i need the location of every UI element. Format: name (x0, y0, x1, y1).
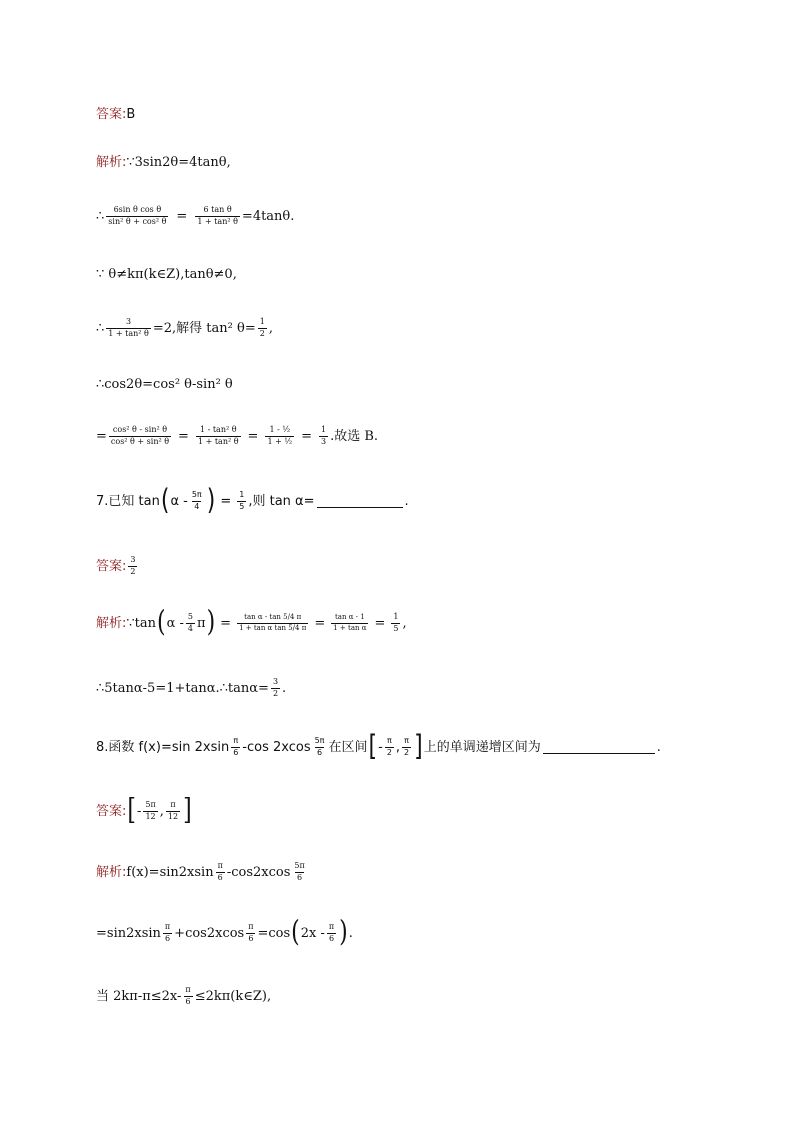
therefore-symbol: ∴ (96, 320, 105, 336)
text: . (348, 925, 353, 941)
analysis-line-6 (96, 426, 378, 447)
text: , (159, 803, 164, 819)
question-7 (96, 484, 409, 517)
answer-blank[interactable] (317, 495, 403, 508)
therefore-symbol: ∴ (96, 208, 105, 224)
equals: = (374, 615, 386, 631)
analysis-line-7a (96, 606, 407, 639)
paren-close: ) (206, 606, 216, 639)
text: ∵ θ≠kπ(k∈Z),tanθ≠0, (96, 267, 237, 282)
fraction: $\frac{\text{6 tan θ}}{\text{1 + tan² θ}}$ (197, 205, 238, 226)
paren-close: ) (206, 484, 216, 517)
fraction: $\frac{5\pi}{6}$ (294, 861, 305, 882)
analysis-line-7b (96, 678, 286, 699)
bracket-open: [ (368, 730, 378, 763)
text: ≤2kπ(k∈Z), (194, 988, 272, 1004)
analysis-line-8b (96, 916, 353, 949)
fraction: $\frac{\pi}{6}$ (164, 921, 171, 943)
fraction: $\frac{\pi}{6}$ (248, 921, 254, 943)
fraction: $\frac{1}{3}$ (321, 425, 327, 446)
analysis-label: 解析: (96, 615, 127, 631)
text: π (197, 615, 206, 631)
answer-value: B (126, 107, 136, 122)
fraction: $\frac{\pi}{2}$ (404, 735, 410, 757)
analysis-line-1 (96, 156, 231, 169)
text: .故选 B. (330, 428, 379, 444)
analysis-line-5 (96, 378, 233, 391)
paren-close: ) (339, 916, 348, 949)
text: - (136, 803, 142, 819)
fraction: $\frac{\pi}{6}$ (185, 985, 191, 1006)
equals: = (178, 428, 189, 444)
fraction: $\frac{3}{2}$ (130, 555, 136, 576)
question-text: 在区间 (328, 739, 368, 755)
fraction: $\frac{5\pi}{6}$ (314, 735, 325, 757)
text: =cos (257, 925, 291, 941)
question-text: ,则 tan α= (248, 493, 315, 509)
fraction: $\frac{\text{tan α - tan 5/4 π}}{\text{1 + tan α tan 5/4 π}}$ (239, 612, 307, 632)
text: . (404, 493, 409, 509)
answer-line-7 (96, 556, 139, 577)
fraction: $\frac{5}{4}$ (187, 611, 194, 633)
fraction: $\frac{\text{6sin θ cos θ}}{\text{sin² θ + cos² θ}}$ (108, 205, 167, 226)
text: =2,解得 tan² θ= (152, 320, 256, 336)
text: , (268, 320, 273, 336)
fraction: $\frac{5\pi}{12}$ (145, 799, 156, 821)
equals: = (220, 615, 232, 631)
fraction: $\frac{\text{1 - ½}}{\text{1 + ½}}$ (267, 425, 293, 446)
text: , (402, 615, 407, 631)
text: -cos2xcos (226, 864, 291, 880)
analysis-label: 解析: (96, 864, 127, 880)
answer-label: 答案: (96, 107, 127, 122)
analysis-text: ∵3sin2θ=4tanθ, (126, 155, 231, 170)
question-text: 8.函数 f(x)=sin 2xsin (96, 739, 230, 755)
text: +cos2xcos (174, 925, 245, 941)
equals: = (176, 208, 188, 224)
text: ∴cos2θ=cos² θ-sin² θ (96, 377, 233, 392)
text: α - (166, 615, 184, 631)
text: f(x)=sin2xsin (126, 864, 214, 880)
text: . (282, 680, 287, 696)
equals: = (96, 428, 107, 444)
answer-label: 答案: (96, 558, 127, 574)
fraction: $\frac{\text{tan α - 1}}{\text{1 + tan α}}$ (333, 612, 367, 632)
fraction: $\frac{\pi}{12}$ (167, 799, 179, 821)
fraction: $\frac{1}{2}$ (259, 317, 265, 338)
analysis-line-2 (96, 206, 294, 227)
fraction: $\frac{\text{cos² θ - sin² θ}}{\text{cos² θ + sin² θ}}$ (110, 425, 170, 446)
question-text: -cos 2xcos (242, 739, 311, 755)
fraction: $\frac{\pi}{2}$ (386, 735, 392, 757)
analysis-line-4 (96, 318, 273, 339)
paren-open: ( (157, 606, 166, 639)
text: - (378, 739, 383, 755)
text: . (656, 739, 661, 755)
fraction: $\frac{1}{5}$ (239, 489, 245, 511)
text: ∵tan (126, 615, 157, 631)
analysis-line-8c (96, 986, 271, 1007)
paren-open: ( (160, 484, 170, 517)
answer-blank[interactable] (543, 741, 655, 754)
analysis-label: 解析: (96, 155, 127, 170)
question-8 (96, 730, 661, 763)
bracket-close: ] (183, 794, 192, 827)
text: ∴5tanα-5=1+tanα.∴tanα= (96, 680, 269, 696)
text: 当 2kπ-π≤2x- (96, 988, 182, 1004)
analysis-line-8a (96, 862, 309, 883)
bracket-open: [ (127, 794, 136, 827)
text: 2x - (300, 925, 325, 941)
bracket-close: ] (414, 730, 423, 763)
paren-open: ( (291, 916, 300, 949)
answer-line-8 (96, 794, 193, 827)
fraction: $\frac{3}{2}$ (272, 677, 279, 698)
answer-line-6 (96, 108, 135, 121)
text: =sin2xsin (96, 925, 161, 941)
fraction: $\frac{\pi}{6}$ (328, 921, 335, 943)
answer-label: 答案: (96, 803, 127, 819)
text: , (395, 739, 401, 755)
equals: = (301, 428, 312, 444)
text: α - (170, 493, 188, 509)
equals: = (220, 493, 232, 509)
fraction: $\frac{3}{\text{1 + tan² θ}}$ (108, 317, 149, 338)
fraction: $\frac{\text{1 - tan² θ}}{\text{1 + tan² θ}}$ (197, 425, 239, 446)
text: =4tanθ. (241, 208, 295, 224)
fraction: $\frac{5\pi}{4}$ (191, 489, 202, 511)
analysis-line-3 (96, 268, 237, 281)
fraction: $\frac{\pi}{6}$ (233, 735, 239, 757)
question-text: 7.已知 tan (96, 493, 160, 509)
equals: = (314, 615, 326, 631)
equals: = (247, 428, 259, 444)
fraction: $\frac{\pi}{6}$ (217, 861, 223, 882)
question-text: 上的单调递增区间为 (423, 739, 541, 755)
fraction: $\frac{1}{5}$ (393, 611, 399, 633)
